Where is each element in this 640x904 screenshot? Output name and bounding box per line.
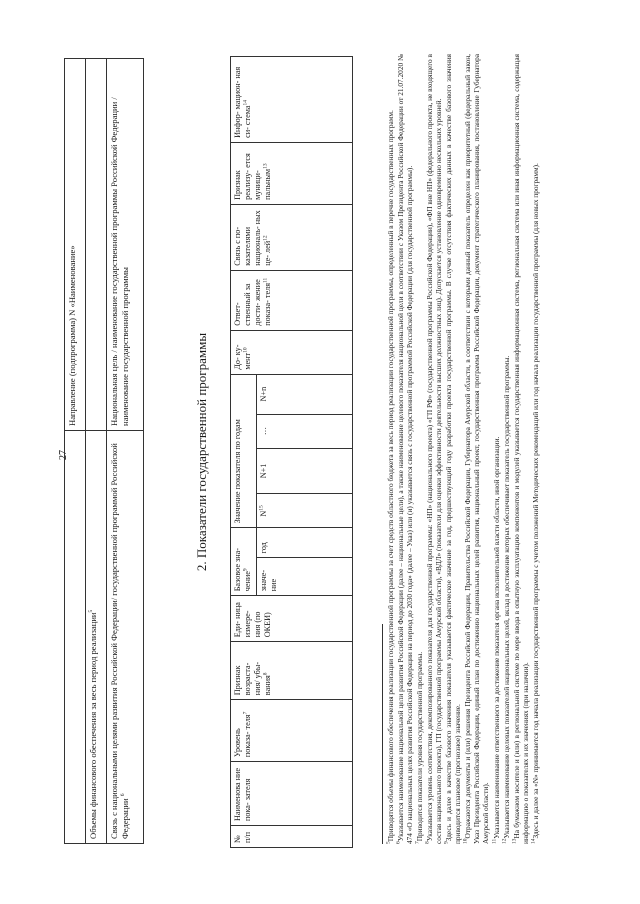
header-year-nn: N+n [257,374,353,414]
footnote: $^5$Приводятся объемы финансового обеспечения реализации государственной программы за счет средств областного бюджета за весь период реализации государственной программы, определенный в перечне государственных программ. [385,110,395,844]
footnote: $^8$Указывается уровень соответствия, декомпозированного показателя для государственной программы: «НП» (национального проекта) «ГП РФ» (государственной программы Российской Федерации), «ФП вне НП» (федерального проекта, не входящего в состав национального проекта), ГП (государственной программы Амурской области), «ВДЛ» (показатели для оценки эффективности деятельности высших должностных лиц). Допускается установление одновременно нескольких уровней. [424,54,444,844]
summary-row-financing [86,59,107,844]
header-level: Уровень показа- теля$^7$ [231,700,353,762]
header-municipal: Признак реализу- ется муници- пальным$^{13}$ [231,142,353,204]
footnote: $^7$Приводится показатели уровня государственной программы. [414,651,425,844]
summary-cell-empty [65,431,86,844]
summary-row-national-goals [107,59,144,844]
header-baseline: Базовое зна- чение$^9$ [231,528,257,596]
header-baseline-year: год [257,528,353,558]
header-national-link: Связь с по- казателями националь- ных це- лей$^{12}$ [231,204,353,270]
footnote: $^9$Здесь и далее в качестве базового значения показателя указывается фактическое значение за год, предшествующий году разработки проекта государственной программы. В случае отсутствия фактических данных в качестве базового значения приводится плановое (прогнозное) значение. [443,54,463,844]
header-year-n1: N+1 [257,448,353,494]
header-trend: Признак возраста- ния/ убы- вания$^8$ [231,642,353,700]
summary-row-direction [65,59,86,844]
footnote: $^{14}$Здесь и далее за «N» принимается год начала реализации государственной программы с учетом положений Методических рекомендаций или год начала реализации государственной программы (для новых программ). [530,163,540,844]
footnote: $^{12}$Указывается наименование целевых показателей национальных целей, вклад в достижение которых обеспечивает показатель государственной программы. [501,355,511,844]
header-year-dots: … [257,414,353,448]
footnote: $^{10}$Отражаются документы и (или) решения Президента Российской Федерации, Правительства Российской Федерации, Губернатора Амурской области, в соответствии с которыми данный показатель определен как приоритетный (федеральный закон, Указ Президента Российской Федерации, единый план по достижению национальных целей развития, национальный проект, государственная программа Российской Федерации, документ стратегического планирования, постановление Губернатора Амурской области). [462,54,491,844]
footnote: $^{13}$На бумажном носителе и (или) в региональной системе по мере ввода в опытную эксплуатацию компонентов и модулей указывается государственная информационная система, региональная система или иная информационная система, содержащая информацию о показателях и их значениях (при наличии). [511,54,530,844]
footnotes [386,54,541,844]
header-name: Наименова ние пока- зателя [231,762,353,826]
indicators-header-row-1 [231,57,257,848]
indicators-table [230,56,353,848]
summary-cell-direction: Направление (подпрограмма) N «Наименование» [65,59,86,431]
header-values-by-year: Значение показателя по годам [231,374,257,528]
header-info-system: Инфор- мацион- ная си- стема$^{14}$ [231,57,353,143]
summary-cell-financing-label: Объемы финансового обеспечения за весь период реализации$^5$ [86,431,107,844]
footnote-separator [382,624,383,844]
footnote: $^{11}$Указывается наименование ответственного за достижение показателя органа исполнительной власти области, иной организации. [491,436,501,844]
header-year-n: $N^{15}$ [257,494,353,528]
header-baseline-value: значе- ние [257,558,353,596]
program-summary-table [64,58,144,844]
footnote: $^6$Указывается наименование национальной цели развития Российской Федерации (далее – национальные цели), а также наименование целевого показателя национальной цели в соответствии с Указом Президента Российской Федерации от 21.07.2020 № 474 «О национальных целях развития Российской Федерации на период до 2030 года» (далее – Указ) или (и) указывается связь с государственной программой Российской Федерации (для государственной программы). [395,54,415,844]
page-number: 27 [58,450,69,460]
section-title: 2. Показатели государственной программы [194,332,209,572]
header-document: До- ку- мент$^{10}$ [231,330,353,374]
summary-cell-financing-value [86,59,107,431]
header-unit: Еди- ница измере- ния (по ОКЕИ) [231,596,353,642]
summary-cell-goals-value: Национальная цель / наименование государственной программы Российской Федерации / наименование государственной программы [107,59,144,431]
summary-cell-goals-label: Связь с национальными целями развития Российской Федерации/ государственной программой Российской Федерации $^6$ [107,431,144,844]
header-num: № п/п [231,826,353,848]
header-responsible: Ответ- ственный за дости- жение показа- теля$^{11}$ [231,270,353,330]
